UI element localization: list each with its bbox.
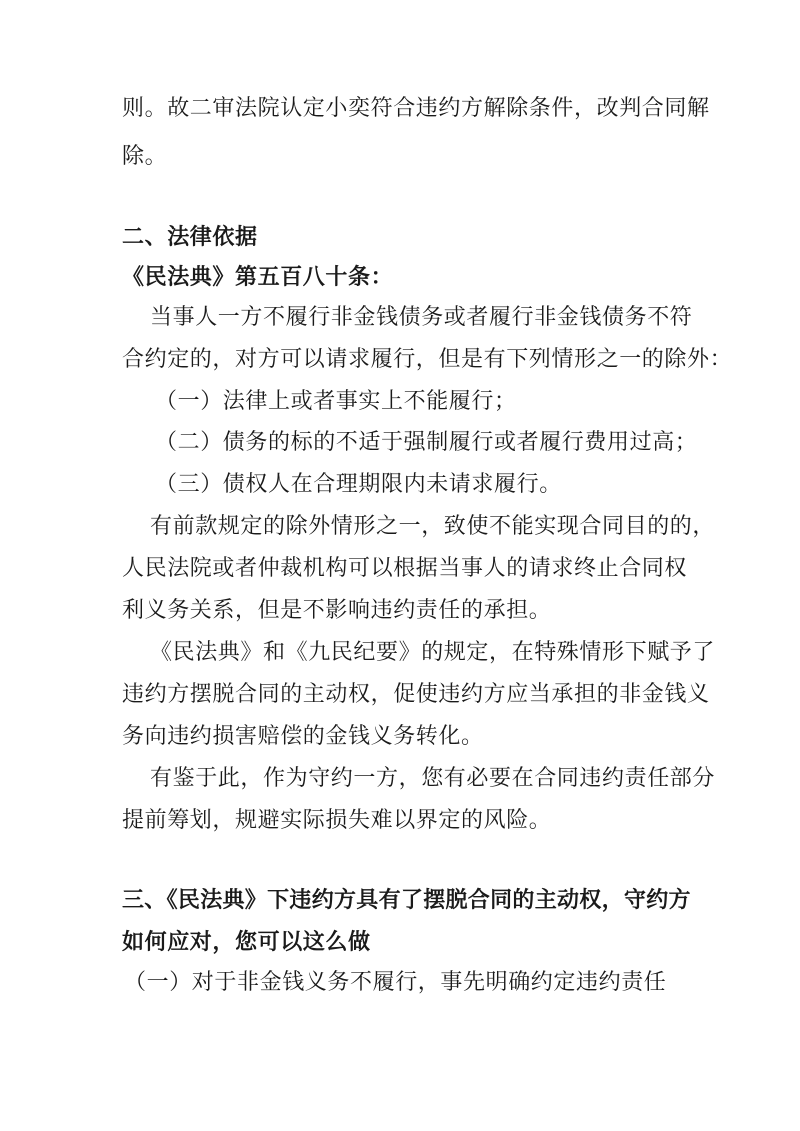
subsection-heading: （一）对于非金钱义务不履行，事先明确约定违约责任 [124,970,667,995]
paragraph-line: 合约定的，对方可以请求履行，但是有下列情形之一的除外： [122,347,733,372]
paragraph-line: 则。故二审法院认定小奕符合违约方解除条件，改判合同解 [122,96,710,121]
paragraph-line: 人民法院或者仲裁机构可以根据当事人的请求终止合同权 [122,556,688,581]
list-item: （二）债务的标的不适于强制履行或者履行费用过高； [155,430,698,455]
paragraph-line: 《民法典》和《九民纪要》的规定，在特殊情形下赋予了 [150,640,716,665]
law-citation-heading: 《民法典》第五百八十条： [122,264,394,290]
paragraph-line: 务向违约损害赔偿的金钱义务转化。 [122,724,484,749]
paragraph-line: 除。 [122,144,168,169]
paragraph-line: 违约方摆脱合同的主动权，促使违约方应当承担的非金钱义 [122,682,710,707]
section-heading: 二、法律依据 [122,224,258,250]
paragraph-line: 有前款规定的除外情形之一，致使不能实现合同目的的， [150,514,716,539]
paragraph-line: 有鉴于此，作为守约一方，您有必要在合同违约责任部分 [150,766,716,791]
list-item: （三）债权人在合理期限内未请求履行。 [155,472,562,497]
paragraph-line: 当事人一方不履行非金钱债务或者履行非金钱债务不符 [150,305,693,330]
paragraph-line: 利义务关系，但是不影响违约责任的承担。 [122,598,552,623]
section-heading: 三、《民法典》下违约方具有了摆脱合同的主动权，守约方 [122,887,691,913]
paragraph-line: 提前筹划，规避实际损失难以界定的风险。 [122,808,552,833]
section-heading-continued: 如何应对，您可以这么做 [122,929,371,955]
list-item: （一）法律上或者事实上不能履行； [155,389,517,414]
